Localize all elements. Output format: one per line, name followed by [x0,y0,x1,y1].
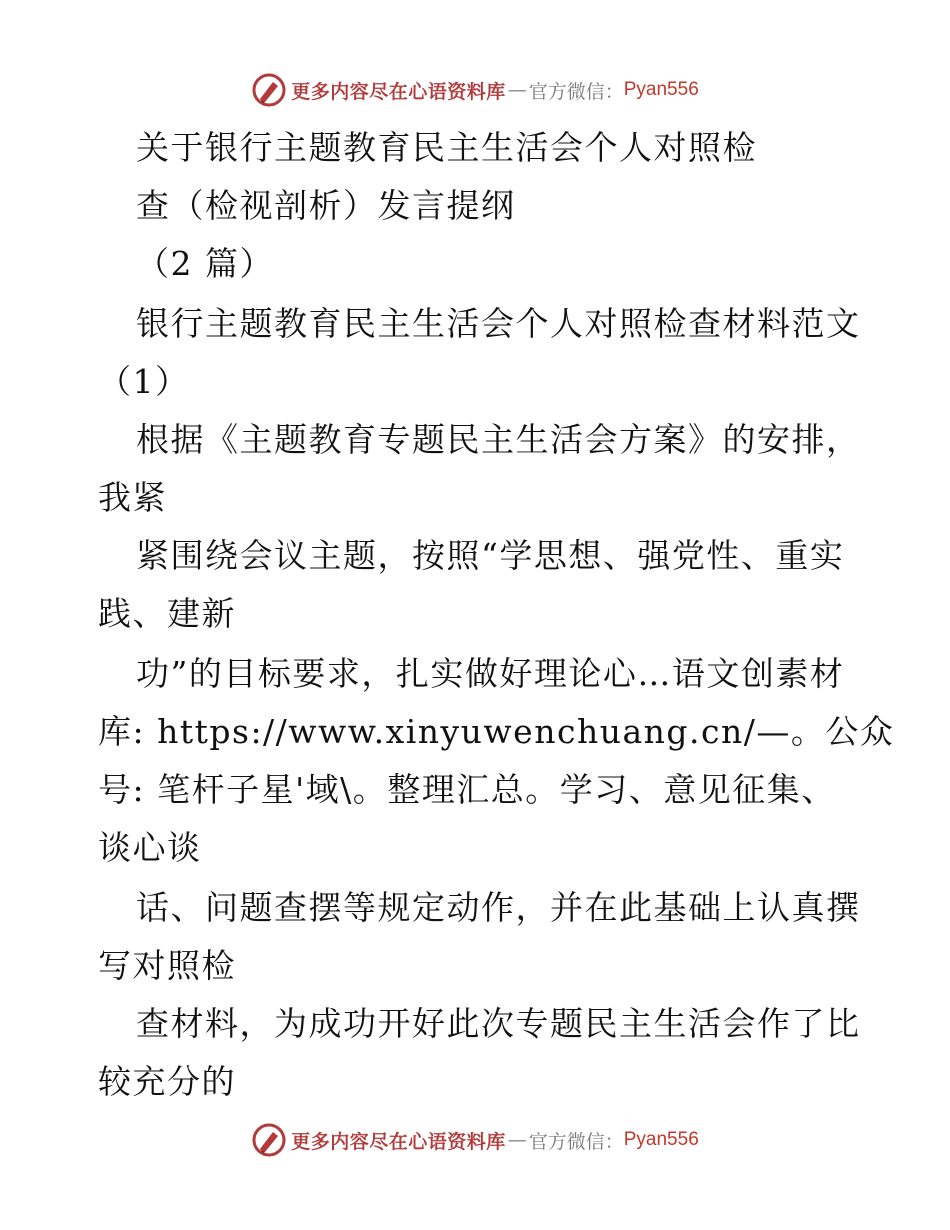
red-pen-logo-icon [251,1122,287,1158]
doc-line: 写对照检 [98,946,236,985]
doc-line: 功”的目标要求，扎实做好理论心…语文创素材 [136,654,845,693]
doc-line: 银行主题教育民主生活会个人对照检查材料范文 [136,304,861,343]
banner-dash: — [507,79,527,101]
banner-wechat-label: 官方微信： [528,1130,624,1153]
red-pen-logo-icon [251,72,287,108]
header-banner [0,70,950,110]
banner-wechat-id: Pyan556 [623,1129,699,1150]
doc-line: 紧围绕会议主题，按照“学思想、强党性、重实 [136,536,845,575]
doc-line: 践、建新 [98,594,236,633]
doc-line: 我紧 [98,478,167,517]
banner-wechat-label: 官方微信： [528,80,624,103]
footer-banner [0,1120,950,1160]
doc-line: 查材料，为成功开好此次专题民主生活会作了比 [136,1004,861,1043]
doc-line: （1） [98,362,190,401]
doc-title-line-3: （2 篇） [136,244,274,283]
banner-wechat-id: Pyan556 [623,79,699,100]
doc-title-line-1: 关于银行主题教育民主生活会个人对照检 [136,128,757,167]
banner-brand-text: 更多内容尽在心语资料库 [291,1130,506,1153]
doc-line: 话、问题查摆等规定动作，并在此基础上认真撰 [136,888,861,927]
doc-line: 库: https://www.xinyuwenchuang.cn/—。公众 [98,712,895,751]
doc-line: 谈心谈 [98,828,202,867]
doc-line: 较充分的 [98,1062,236,1101]
doc-line: 根据《主题教育专题民主生活会方案》的安排， [136,420,861,459]
doc-title-line-2: 查（检视剖析）发言提纲 [136,186,516,225]
banner-dash: — [507,1129,527,1151]
doc-line: 号: 笔杆子星'域\。整理汇总。学习、意见征集、 [98,770,836,809]
banner-brand-text: 更多内容尽在心语资料库 [291,80,506,103]
